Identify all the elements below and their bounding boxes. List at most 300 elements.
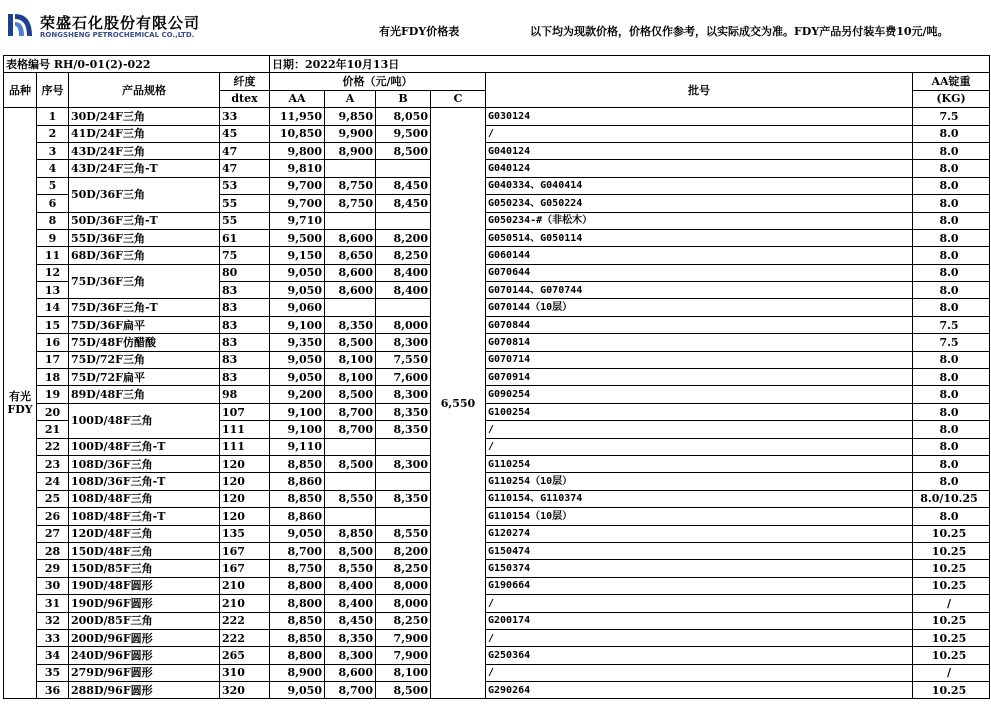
price-aa-cell: 10,850 [270, 125, 325, 142]
batch-cell: G200174 [486, 612, 913, 629]
batch-cell: / [486, 438, 913, 455]
batch-cell: / [486, 595, 913, 612]
fineness-cell: 167 [220, 542, 270, 559]
table-row [4, 142, 990, 159]
spec-cell: 120D/48F三角 [69, 525, 220, 542]
seq-cell: 29 [37, 560, 69, 577]
price-a-cell: 8,900 [325, 142, 376, 159]
price-aa-cell: 8,750 [270, 560, 325, 577]
price-aa-cell: 9,050 [270, 282, 325, 299]
price-b-cell [376, 438, 431, 455]
price-aa-cell: 9,700 [270, 177, 325, 194]
weight-cell: 10.25 [913, 525, 990, 542]
spec-cell: 30D/24F三角 [69, 108, 220, 125]
seq-cell: 36 [37, 682, 69, 699]
spec-cell: 288D/96F圆形 [69, 682, 220, 699]
fineness-cell: 75 [220, 247, 270, 264]
batch-cell: G040334、G040414 [486, 177, 913, 194]
seq-cell: 6 [37, 195, 69, 212]
price-a-cell [325, 438, 376, 455]
price-a-cell: 9,900 [325, 125, 376, 142]
weight-cell: 8.0 [913, 160, 990, 177]
fineness-cell: 120 [220, 508, 270, 525]
spec-cell: 50D/36F三角-T [69, 212, 220, 229]
price-aa-cell: 9,150 [270, 247, 325, 264]
seq-cell: 15 [37, 316, 69, 333]
table-row [4, 647, 990, 664]
weight-cell: 8.0 [913, 421, 990, 438]
weight-cell: / [913, 595, 990, 612]
spec-cell: 68D/36F三角 [69, 247, 220, 264]
price-b-cell [376, 160, 431, 177]
price-a-cell: 8,350 [325, 316, 376, 333]
seq-cell: 18 [37, 369, 69, 386]
table-row [4, 473, 990, 490]
weight-cell: 8.0 [913, 125, 990, 142]
weight-cell: 8.0 [913, 473, 990, 490]
price-aa-cell: 8,900 [270, 664, 325, 681]
fineness-cell: 210 [220, 577, 270, 594]
variety-cell: 有光 FDY [4, 108, 37, 699]
fineness-cell: 47 [220, 160, 270, 177]
price-aa-cell: 9,100 [270, 403, 325, 420]
price-aa-cell: 9,050 [270, 369, 325, 386]
fineness-cell: 98 [220, 386, 270, 403]
price-a-cell: 8,500 [325, 542, 376, 559]
seq-cell: 11 [37, 247, 69, 264]
weight-cell: 8.0 [913, 212, 990, 229]
seq-cell: 17 [37, 351, 69, 368]
spec-cell: 89D/48F三角 [69, 386, 220, 403]
price-table [3, 55, 990, 699]
batch-cell: G070144、G070744 [486, 282, 913, 299]
seq-cell: 12 [37, 264, 69, 281]
spec-cell: 75D/36F扁平 [69, 316, 220, 333]
price-a-cell: 8,600 [325, 264, 376, 281]
seq-cell: 19 [37, 386, 69, 403]
table-row [4, 542, 990, 559]
weight-cell: 8.0 [913, 438, 990, 455]
seq-cell: 26 [37, 508, 69, 525]
batch-cell: G250364 [486, 647, 913, 664]
weight-cell: 7.5 [913, 334, 990, 351]
spec-cell: 100D/48F三角 [69, 403, 220, 438]
table-row [4, 490, 990, 507]
price-b-cell: 7,900 [376, 647, 431, 664]
batch-cell: G070144（10层） [486, 299, 913, 316]
header-batch: 批号 [486, 73, 913, 108]
price-b-cell: 7,550 [376, 351, 431, 368]
price-b-cell: 8,500 [376, 682, 431, 699]
price-a-cell: 8,600 [325, 229, 376, 246]
batch-cell: G040124 [486, 142, 913, 159]
table-row [4, 247, 990, 264]
price-b-cell: 8,100 [376, 664, 431, 681]
batch-cell: G110254 [486, 455, 913, 472]
seq-cell: 24 [37, 473, 69, 490]
price-b-cell [376, 508, 431, 525]
price-b-cell: 8,450 [376, 177, 431, 194]
table-row [4, 577, 990, 594]
price-aa-cell: 8,800 [270, 595, 325, 612]
batch-cell: G120274 [486, 525, 913, 542]
seq-cell: 25 [37, 490, 69, 507]
price-b-cell: 8,550 [376, 525, 431, 542]
price-b-cell: 9,500 [376, 125, 431, 142]
price-aa-cell: 9,810 [270, 160, 325, 177]
fineness-cell: 265 [220, 647, 270, 664]
price-a-cell: 8,450 [325, 612, 376, 629]
table-row [4, 229, 990, 246]
price-aa-cell: 9,060 [270, 299, 325, 316]
seq-cell: 34 [37, 647, 69, 664]
weight-cell: 8.0 [913, 229, 990, 246]
seq-cell: 1 [37, 108, 69, 125]
header-b: B [376, 90, 431, 107]
seq-cell: 23 [37, 455, 69, 472]
weight-cell: 7.5 [913, 108, 990, 125]
spec-cell: 75D/48F仿醋酸 [69, 334, 220, 351]
seq-cell: 8 [37, 212, 69, 229]
weight-cell: 8.0 [913, 369, 990, 386]
batch-cell: G070844 [486, 316, 913, 333]
seq-cell: 14 [37, 299, 69, 316]
spec-cell: 108D/48F三角 [69, 490, 220, 507]
price-b-cell: 8,000 [376, 316, 431, 333]
fineness-cell: 167 [220, 560, 270, 577]
price-b-cell: 8,250 [376, 560, 431, 577]
fineness-cell: 135 [220, 525, 270, 542]
spec-cell: 190D/48F圆形 [69, 577, 220, 594]
price-aa-cell: 9,050 [270, 264, 325, 281]
batch-cell: G030124 [486, 108, 913, 125]
batch-cell: G110254（10层） [486, 473, 913, 490]
seq-cell: 35 [37, 664, 69, 681]
batch-cell: G100254 [486, 403, 913, 420]
batch-cell: G110154（10层） [486, 508, 913, 525]
price-a-cell: 8,100 [325, 369, 376, 386]
table-row [4, 386, 990, 403]
price-a-cell: 8,850 [325, 525, 376, 542]
form-number: 表格编号 RH/0-01(2)-022 [4, 56, 270, 73]
price-aa-cell: 8,800 [270, 647, 325, 664]
weight-cell: 10.25 [913, 542, 990, 559]
price-notice: 以下均为现款价格，价格仅作参考，以实际成交为准。FDY产品另付装车费10元/吨。 [530, 25, 949, 38]
price-aa-cell: 8,700 [270, 542, 325, 559]
table-row [4, 455, 990, 472]
spec-cell: 55D/36F三角 [69, 229, 220, 246]
price-aa-cell: 9,050 [270, 682, 325, 699]
price-aa-cell: 9,700 [270, 195, 325, 212]
price-b-cell: 8,300 [376, 455, 431, 472]
batch-cell: G150374 [486, 560, 913, 577]
seq-cell: 13 [37, 282, 69, 299]
price-b-cell [376, 299, 431, 316]
header-weight-unit: (KG) [913, 90, 990, 107]
spec-cell: 240D/96F圆形 [69, 647, 220, 664]
price-b-cell: 7,900 [376, 629, 431, 646]
spec-cell: 75D/72F三角 [69, 351, 220, 368]
batch-cell: G110154、G110374 [486, 490, 913, 507]
table-row [4, 334, 990, 351]
price-aa-cell: 9,710 [270, 212, 325, 229]
weight-cell: 8.0 [913, 282, 990, 299]
table-row [4, 160, 990, 177]
batch-cell: G040124 [486, 160, 913, 177]
header-c: C [431, 90, 486, 107]
price-b-cell: 8,500 [376, 142, 431, 159]
table-row [4, 612, 990, 629]
price-b-cell: 8,050 [376, 108, 431, 125]
price-a-cell: 8,550 [325, 560, 376, 577]
price-b-cell: 8,350 [376, 421, 431, 438]
fineness-cell: 83 [220, 334, 270, 351]
header-variety: 品种 [4, 73, 37, 108]
price-b-cell: 8,250 [376, 612, 431, 629]
company-logo-icon [6, 10, 36, 40]
fineness-cell: 111 [220, 421, 270, 438]
spec-cell: 41D/24F三角 [69, 125, 220, 142]
fineness-cell: 111 [220, 438, 270, 455]
price-aa-cell: 9,100 [270, 316, 325, 333]
table-row [4, 264, 990, 281]
weight-cell: 8.0/10.25 [913, 490, 990, 507]
weight-cell: / [913, 664, 990, 681]
price-a-cell: 8,650 [325, 247, 376, 264]
price-aa-cell: 8,860 [270, 508, 325, 525]
price-a-cell: 8,500 [325, 455, 376, 472]
price-a-cell: 8,500 [325, 334, 376, 351]
seq-cell: 27 [37, 525, 69, 542]
weight-cell: 7.5 [913, 316, 990, 333]
document-title: 有光FDY价格表 [379, 25, 460, 38]
spec-cell: 100D/48F三角-T [69, 438, 220, 455]
spec-cell: 150D/85F三角 [69, 560, 220, 577]
price-a-cell: 8,300 [325, 647, 376, 664]
price-a-cell: 8,700 [325, 421, 376, 438]
weight-cell: 8.0 [913, 247, 990, 264]
seq-cell: 32 [37, 612, 69, 629]
header-fineness-unit: dtex [220, 90, 270, 107]
price-aa-cell: 8,850 [270, 612, 325, 629]
weight-cell: 8.0 [913, 455, 990, 472]
seq-cell: 20 [37, 403, 69, 420]
seq-cell: 33 [37, 629, 69, 646]
table-row [4, 316, 990, 333]
price-b-cell: 8,000 [376, 595, 431, 612]
fineness-cell: 55 [220, 212, 270, 229]
batch-cell: / [486, 125, 913, 142]
batch-cell: / [486, 421, 913, 438]
table-row [4, 108, 990, 125]
table-row [4, 595, 990, 612]
price-aa-cell: 9,500 [270, 229, 325, 246]
price-aa-cell: 8,860 [270, 473, 325, 490]
price-b-cell: 8,000 [376, 577, 431, 594]
price-aa-cell: 9,110 [270, 438, 325, 455]
batch-cell: G070914 [486, 369, 913, 386]
price-b-cell [376, 473, 431, 490]
fineness-cell: 83 [220, 316, 270, 333]
fineness-cell: 222 [220, 629, 270, 646]
price-a-cell: 8,400 [325, 577, 376, 594]
weight-cell: 8.0 [913, 195, 990, 212]
weight-cell: 10.25 [913, 629, 990, 646]
price-a-cell: 8,500 [325, 386, 376, 403]
table-row [4, 369, 990, 386]
fineness-cell: 83 [220, 282, 270, 299]
fineness-cell: 120 [220, 455, 270, 472]
price-a-cell: 8,400 [325, 595, 376, 612]
table-row [4, 682, 990, 699]
fineness-cell: 80 [220, 264, 270, 281]
price-b-cell: 8,200 [376, 229, 431, 246]
fineness-cell: 83 [220, 351, 270, 368]
seq-cell: 5 [37, 177, 69, 194]
batch-cell: G090254 [486, 386, 913, 403]
weight-cell: 8.0 [913, 403, 990, 420]
spec-cell: 43D/24F三角-T [69, 160, 220, 177]
fineness-cell: 83 [220, 369, 270, 386]
spec-cell: 200D/85F三角 [69, 612, 220, 629]
header-a: A [325, 90, 376, 107]
weight-cell: 8.0 [913, 508, 990, 525]
price-a-cell: 8,700 [325, 682, 376, 699]
batch-cell: G190664 [486, 577, 913, 594]
price-a-cell: 8,350 [325, 629, 376, 646]
company-name-en: RONGSHENG PETROCHEMICAL CO.,LTD. [40, 31, 195, 39]
price-aa-cell: 8,800 [270, 577, 325, 594]
price-aa-cell: 9,800 [270, 142, 325, 159]
header-weight: AA锭重 [913, 73, 990, 90]
fineness-cell: 47 [220, 142, 270, 159]
fineness-cell: 45 [220, 125, 270, 142]
price-a-cell: 8,600 [325, 664, 376, 681]
fineness-cell: 83 [220, 299, 270, 316]
price-b-cell: 8,350 [376, 403, 431, 420]
price-a-cell [325, 299, 376, 316]
table-row [4, 351, 990, 368]
spec-cell: 43D/24F三角 [69, 142, 220, 159]
price-b-cell: 8,200 [376, 542, 431, 559]
table-row [4, 177, 990, 194]
fineness-cell: 33 [220, 108, 270, 125]
seq-cell: 4 [37, 160, 69, 177]
price-aa-cell: 8,850 [270, 490, 325, 507]
table-row [4, 560, 990, 577]
header-spec: 产品规格 [69, 73, 220, 108]
price-aa-cell: 9,050 [270, 351, 325, 368]
table-row [4, 403, 990, 420]
weight-cell: 8.0 [913, 299, 990, 316]
fineness-cell: 120 [220, 473, 270, 490]
seq-cell: 21 [37, 421, 69, 438]
spec-cell: 200D/96F圆形 [69, 629, 220, 646]
price-a-cell: 9,850 [325, 108, 376, 125]
batch-cell: / [486, 664, 913, 681]
price-b-cell: 8,350 [376, 490, 431, 507]
batch-cell: G290264 [486, 682, 913, 699]
price-a-cell [325, 212, 376, 229]
price-a-cell: 8,750 [325, 177, 376, 194]
price-a-cell: 8,750 [325, 195, 376, 212]
spec-cell: 279D/96F圆形 [69, 664, 220, 681]
spec-cell: 75D/72F扁平 [69, 369, 220, 386]
price-a-cell [325, 160, 376, 177]
batch-cell: / [486, 629, 913, 646]
weight-cell: 8.0 [913, 177, 990, 194]
price-a-cell: 8,100 [325, 351, 376, 368]
price-a-cell: 8,700 [325, 403, 376, 420]
spec-cell: 75D/36F三角 [69, 264, 220, 299]
fineness-cell: 120 [220, 490, 270, 507]
spec-cell: 190D/96F圆形 [69, 595, 220, 612]
price-a-cell: 8,550 [325, 490, 376, 507]
price-b-cell: 8,400 [376, 282, 431, 299]
price-a-cell [325, 473, 376, 490]
page-header [0, 0, 991, 55]
price-aa-cell: 8,850 [270, 629, 325, 646]
report-date: 日期：2022年10月13日 [270, 56, 990, 73]
weight-cell: 8.0 [913, 386, 990, 403]
spec-cell: 75D/36F三角-T [69, 299, 220, 316]
price-b-cell: 8,450 [376, 195, 431, 212]
price-b-cell: 8,300 [376, 334, 431, 351]
seq-cell: 9 [37, 229, 69, 246]
price-a-cell [325, 508, 376, 525]
header-price: 价格（元/吨） [270, 73, 486, 90]
weight-cell: 10.25 [913, 560, 990, 577]
header-aa: AA [270, 90, 325, 107]
table-row [4, 212, 990, 229]
price-b-cell [376, 212, 431, 229]
fineness-cell: 320 [220, 682, 270, 699]
seq-cell: 31 [37, 595, 69, 612]
batch-cell: G050234-#（非松木） [486, 212, 913, 229]
batch-cell: G150474 [486, 542, 913, 559]
spec-cell: 150D/48F三角 [69, 542, 220, 559]
weight-cell: 10.25 [913, 682, 990, 699]
company-name-cn: 荣盛石化股份有限公司 [40, 14, 201, 32]
price-b-cell: 8,300 [376, 386, 431, 403]
weight-cell: 10.25 [913, 647, 990, 664]
weight-cell: 8.0 [913, 142, 990, 159]
table-row [4, 125, 990, 142]
table-row [4, 664, 990, 681]
fineness-cell: 310 [220, 664, 270, 681]
seq-cell: 16 [37, 334, 69, 351]
weight-cell: 10.25 [913, 612, 990, 629]
seq-cell: 3 [37, 142, 69, 159]
fineness-cell: 61 [220, 229, 270, 246]
price-a-cell: 8,600 [325, 282, 376, 299]
fineness-cell: 222 [220, 612, 270, 629]
price-b-cell: 8,250 [376, 247, 431, 264]
price-aa-cell: 11,950 [270, 108, 325, 125]
spec-cell: 50D/36F三角 [69, 177, 220, 212]
seq-cell: 2 [37, 125, 69, 142]
price-c-cell: 6,550 [431, 108, 486, 699]
fineness-cell: 210 [220, 595, 270, 612]
fineness-cell: 107 [220, 403, 270, 420]
spec-cell: 108D/48F三角-T [69, 508, 220, 525]
price-b-cell: 8,400 [376, 264, 431, 281]
fineness-cell: 55 [220, 195, 270, 212]
table-row [4, 508, 990, 525]
batch-cell: G070714 [486, 351, 913, 368]
seq-cell: 22 [37, 438, 69, 455]
price-aa-cell: 9,100 [270, 421, 325, 438]
